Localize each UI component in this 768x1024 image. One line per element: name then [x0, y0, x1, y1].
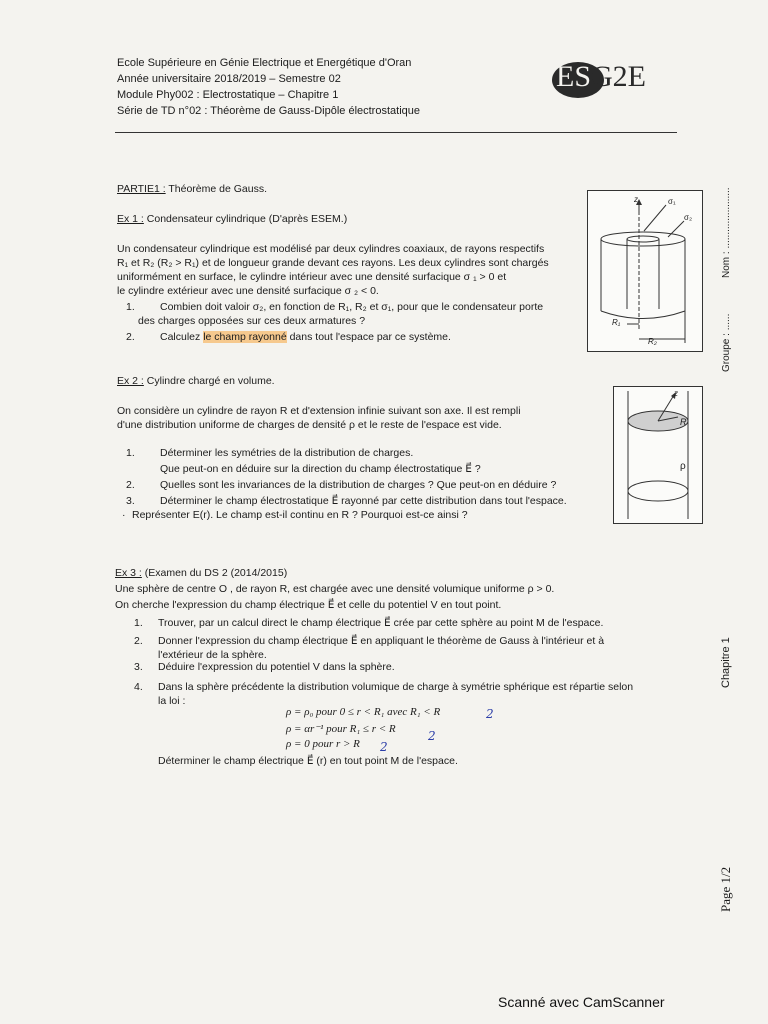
- logo-e: E: [556, 60, 575, 93]
- ex2-heading: [117, 374, 275, 388]
- nom-field: Nom : ......................: [721, 187, 732, 278]
- ex2-title: Cylindre chargé en volume.: [146, 375, 275, 387]
- ex1-title: Condensateur cylindrique (D'après ESEM.): [146, 213, 348, 225]
- ex3-item-1-num: 1.: [134, 617, 143, 629]
- ex2-item-2: Quelles sont les invariances de la distribution de charges ? Que peut-on en déduire ?: [160, 479, 557, 491]
- academic-year: Année universitaire 2018/2019 – Semestre 02: [117, 73, 341, 85]
- ex3-equation-3: ρ = 0 pour r > R: [286, 738, 360, 750]
- ex1-line-2: R₁ et R₂ (R₂ > R₁) et de longueur grande devant ces rayons. Les deux cylindres sont chargés: [117, 257, 549, 269]
- ex2-item-3: Déterminer le champ électrostatique E⃗ rayonné par cette distribution dans tout l'espace.: [160, 495, 567, 507]
- ex1-label: Ex 1 :: [117, 213, 144, 225]
- ex3-equation-2: ρ = αr⁻¹ pour R₁ ≤ r < R: [286, 723, 396, 735]
- ex1-q1-text: Combien doit valoir σ₂, en fonction de R₁, R₂ et σ₁, pour que le condensateur porte: [160, 301, 544, 313]
- ex2-fig-r: R: [680, 417, 687, 427]
- charged-cylinder-diagram: [614, 387, 702, 523]
- ex2-label: Ex 2 :: [117, 375, 144, 387]
- chapitre-label: Chapitre 1: [720, 637, 732, 688]
- partie1-heading: [117, 182, 267, 196]
- ex3-title: (Examen du DS 2 (2014/2015): [144, 567, 288, 579]
- ex1-fig-sigma2: σ₂: [684, 213, 693, 222]
- ex3-heading: [115, 566, 287, 580]
- ex2-fig-z: z: [674, 389, 678, 398]
- ex1-fig-z-label: z: [634, 195, 638, 204]
- ex2-item-2-num: 2.: [126, 479, 135, 491]
- ex2-item-1: Déterminer les symétries de la distribution de charges.: [160, 447, 414, 459]
- handwritten-2-c: 2: [380, 740, 388, 754]
- ex3-intro-1: Une sphère de centre O , de rayon R, est chargée avec une densité volumique uniforme ρ > 0.: [115, 583, 555, 595]
- ex3-item-3-num: 3.: [134, 661, 143, 673]
- ex3-item-4-cont: la loi :: [158, 695, 186, 707]
- ex1-heading: [117, 212, 347, 226]
- ex2-item-4: Représenter E(r). Le champ est-il continu en R ? Pourquoi est-ce ainsi ?: [132, 509, 468, 521]
- ex3-item-1: Trouver, par un calcul direct le champ électrique E⃗ crée par cette sphère au point M de l'espace.: [158, 617, 604, 629]
- header-divider: [115, 132, 677, 133]
- logo-text: [556, 60, 646, 94]
- ex1-line-4: le cylindre extérieur avec une densité surfacique σ ₂ < 0.: [117, 285, 379, 297]
- ex3-item-2-num: 2.: [134, 635, 143, 647]
- ex1-line-3: uniformément en surface, le cylindre intérieur avec une densité surfacique σ ₁ > 0 et: [117, 271, 507, 283]
- logo-s: S: [574, 60, 592, 93]
- partie1-label: PARTIE1 :: [117, 183, 166, 195]
- ex3-item-4: Dans la sphère précédente la distribution volumique de charge à symétrie sphérique est répartie selon: [158, 681, 634, 693]
- ex2-figure: [613, 386, 703, 524]
- ex1-fig-sigma1: σ₁: [668, 197, 676, 206]
- ex1-q2-highlight: le champ rayonné: [203, 331, 287, 343]
- ex1-q1-text-cont: des charges opposées sur ces deux armatures ?: [138, 315, 366, 327]
- ex1-q2-number: 2.: [126, 331, 135, 343]
- ex1-q2-pre: Calculez: [160, 331, 201, 343]
- module-line: Module Phy002 : Electrostatique – Chapitre 1: [117, 89, 339, 101]
- ex3-item-4-num: 4.: [134, 681, 143, 693]
- ex3-item-2-cont: l'extérieur de la sphère.: [158, 649, 267, 661]
- camscanner-footer: Scanné avec CamScanner: [498, 994, 665, 1010]
- ex3-item-2: Donner l'expression du champ électrique E⃗ en appliquant le théorème de Gauss à l'intérieur et à: [158, 635, 605, 647]
- ex1-q2-post: dans tout l'espace par ce système.: [289, 331, 451, 343]
- ex3-intro-2: On cherche l'expression du champ électrique E⃗ et celle du potentiel V en tout point.: [115, 599, 502, 611]
- ex1-line-1: Un condensateur cylindrique est modélisé par deux cylindres coaxiaux, de rayons respectifs: [117, 243, 545, 255]
- ex2-item-1b: Que peut-on en déduire sur la direction du champ électrostatique E⃗ ?: [160, 463, 481, 475]
- partie1-title: Théorème de Gauss.: [168, 183, 268, 195]
- ex2-intro-1: On considère un cylindre de rayon R et d'extension infinie suivant son axe. Il est rempli: [117, 405, 521, 417]
- series-title: Série de TD n°02 : Théorème de Gauss-Dipôle électrostatique: [117, 105, 420, 117]
- handwritten-2-a: 2: [486, 707, 494, 721]
- ex2-intro-2: d'une distribution uniforme de charges de densité ρ et le reste de l'espace est vide.: [117, 419, 502, 431]
- ex1-fig-r1: R₁: [612, 318, 621, 327]
- groupe-field: Groupe : ......: [721, 313, 732, 372]
- school-name: Ecole Supérieure en Génie Electrique et Energétique d'Oran: [117, 57, 412, 69]
- ex3-final-question: Déterminer le champ électrique E⃗ (r) en tout point M de l'espace.: [158, 755, 458, 767]
- ex2-item-3-num: 3.: [126, 495, 135, 507]
- esg2e-logo: [548, 54, 668, 104]
- ex2-item-1-num: 1.: [126, 447, 135, 459]
- ex3-label: Ex 3 :: [115, 567, 142, 579]
- page-number: Page 1/2: [718, 866, 733, 912]
- logo-g2e: G2E: [591, 60, 647, 93]
- ex2-fig-rho: ρ: [680, 461, 686, 472]
- ex3-equation-1: ρ = ρ₀ pour 0 ≤ r < R₁ avec R₁ < R: [286, 706, 441, 718]
- ex1-fig-r2: R₂: [648, 337, 657, 346]
- ex2-item-4-bullet: ·: [122, 509, 126, 521]
- ex1-figure: [587, 190, 703, 352]
- ex3-item-3: Déduire l'expression du potentiel V dans la sphère.: [158, 661, 395, 673]
- ex1-q1-number: 1.: [126, 301, 135, 313]
- handwritten-2-b: 2: [428, 729, 436, 743]
- ex1-q2-text: [160, 330, 451, 344]
